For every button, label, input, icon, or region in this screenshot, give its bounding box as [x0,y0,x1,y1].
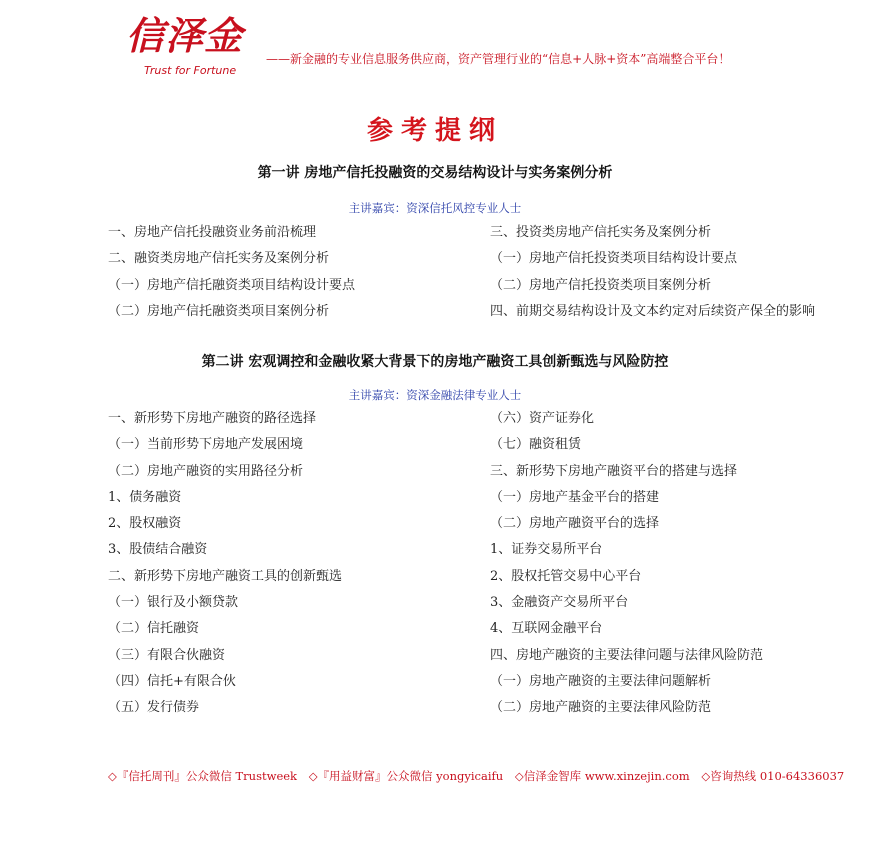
outline-item: 四、前期交易结构设计及文本约定对后续资产保全的影响 [490,303,816,319]
outline-item: （一）房地产信托融资类项目结构设计要点 [108,277,356,293]
lecture-2-title: 第二讲 宏观调控和金融收紧大背景下的房地产融资工具创新甄选与风险防控 [201,354,669,370]
outline-item: （一）房地产基金平台的搭建 [490,489,660,505]
lecture-2-speaker: 主讲嘉宾：资深金融法律专业人士 [348,388,522,402]
outline-item: 二、融资类房地产信托实务及案例分析 [108,251,330,267]
footer-yongyicaifu: ◇『用益财富』公众微信 yongyicaifu [308,769,504,783]
footer-trustweek: ◇『信托周刊』公众微信 Trustweek [108,769,298,783]
footer-hotline: ◇咨询热线 010-64336037 [701,769,845,783]
outline-item: （一）房地产融资的主要法律问题解析 [490,673,712,689]
outline-item: （二）房地产融资的主要法律风险防范 [490,700,712,716]
lecture-2-right-outline [490,406,763,722]
outline-item: （四）信托+有限合伙 [108,673,236,689]
outline-item: （二）房地产融资的实用路径分析 [108,463,304,479]
lecture-1-title: 第一讲 房地产信托投融资的交易结构设计与实务案例分析 [257,165,613,181]
lecture-2-left-outline [108,406,342,722]
lecture-1-speaker: 主讲嘉宾：资深信托风控专业人士 [348,201,522,215]
outline-item: 三、新形势下房地产融资平台的搭建与选择 [490,463,738,479]
outline-item: 2、股权托管交易中心平台 [490,568,642,584]
outline-item: 二、新形势下房地产融资工具的创新甄选 [108,568,343,584]
outline-item: （二）房地产信托投资类项目案例分析 [490,277,712,293]
outline-item: （二）信托融资 [108,621,200,637]
header-tagline: ——新金融的专业信息服务供应商，资产管理行业的“信息+人脉+资本”高端整合平台！ [266,52,731,66]
outline-item: 3、金融资产交易所平台 [490,595,629,611]
outline-item: （二）房地产融资平台的选择 [490,516,660,532]
footer-contact-line [108,768,844,784]
outline-item: 四、房地产融资的主要法律问题与法律风险防范 [490,647,764,663]
outline-item: （二）房地产信托融资类项目案例分析 [108,303,330,319]
outline-item: 三、投资类房地产信托实务及案例分析 [490,225,712,240]
footer-website: ◇信泽金智库 www.xinzejin.com [514,769,690,783]
logo-wordmark: 信泽金 [126,14,244,58]
outline-item: 1、证券交易所平台 [490,542,603,558]
outline-item: 一、房地产信托投融资业务前沿梳理 [108,225,317,240]
outline-item: （六）资产证券化 [490,411,595,426]
lecture-1-right-outline [490,220,815,325]
outline-item: （七）融资租赁 [490,437,582,453]
lecture-1-left-outline [108,220,355,325]
outline-item: 一、新形势下房地产融资的路径选择 [108,411,317,426]
outline-item: （一）银行及小额贷款 [108,595,239,611]
brand-logo [126,12,256,82]
outline-item: （五）发行债券 [108,700,200,716]
outline-item: 2、股权融资 [108,516,182,532]
outline-item: 1、债务融资 [108,489,182,505]
logo-slogan: Trust for Fortune [144,64,237,77]
outline-item: （一）当前形势下房地产发展困境 [108,437,304,453]
outline-item: 3、股债结合融资 [108,542,208,558]
outline-item: 4、互联网金融平台 [490,621,603,637]
outline-item: （三）有限合伙融资 [108,647,226,663]
outline-item: （一）房地产信托投资类项目结构设计要点 [490,251,738,267]
page-title: 参考提纲 [366,116,503,146]
